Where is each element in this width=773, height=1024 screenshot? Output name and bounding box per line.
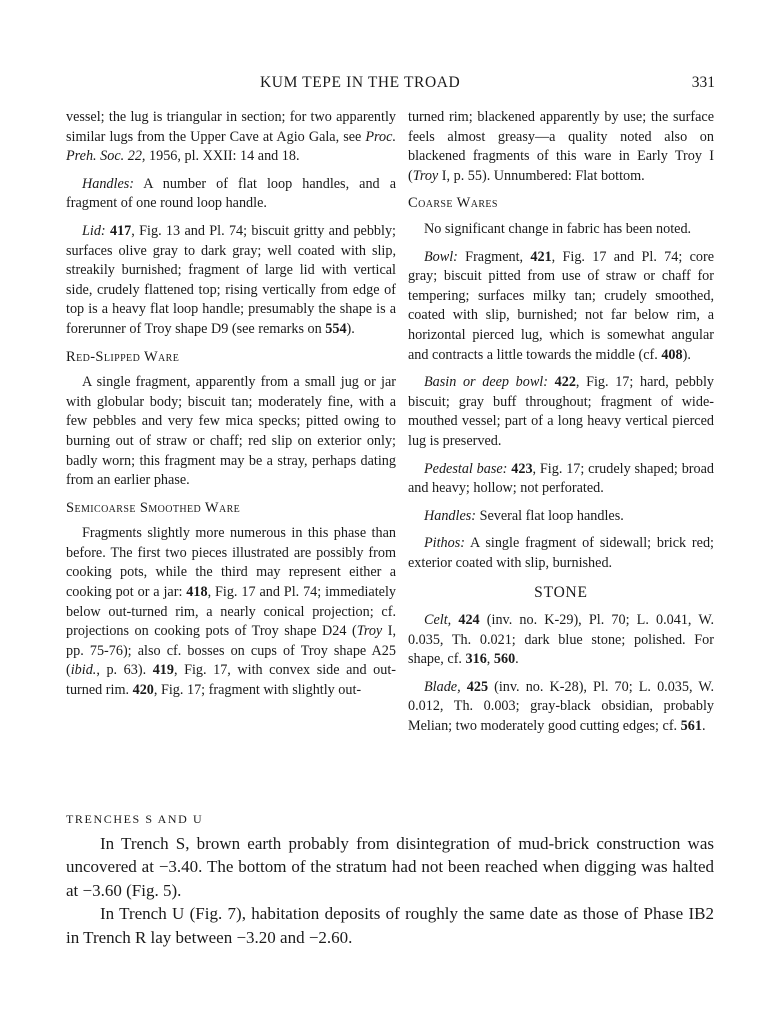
running-title: KUM TEPE IN THE TROAD <box>260 74 461 91</box>
section-heading-trenches: TRENCHES S AND U <box>66 812 204 826</box>
section-heading-semicoarse: Semicoarse Smoothed Ware <box>66 499 241 516</box>
section-heading-stone: STONE <box>534 584 588 602</box>
semicoarse-paragraph: Fragments slightly more numerous in this phase than before. The first two pieces illustrated are possibly from cooking pots, while the third may represent either a cooking pot or a jar: 418, Fig. 17 and Pl. 74; immediately below out-turned rim, a nearly conical projection; cf. projections on cooking pots of Troy shape D24 (Troy I, pp. 75-76); also cf. bosses on cups of Troy shape A25 (ibid., p. 63). 419, Fig. 17, with convex side and out-turned rim. 420, Fig. 17; fragment with slightly out- <box>66 525 397 699</box>
trench-s-paragraph: In Trench S, brown earth probably from disintegration of mud-brick construction was uncovered at −3.40. The bottom of the stratum had not been reached when digging was halted at −3.60 (Fig. 5). <box>66 834 714 900</box>
pedestal-paragraph: Pedestal base: 423, Fig. 17; crudely shaped; broad and heavy; hollow; not perforated. <box>408 460 714 497</box>
trenches-body <box>66 832 714 949</box>
section-heading-red-slipped: Red-Slipped Ware <box>66 348 180 365</box>
section-heading-coarse: Coarse Wares <box>408 195 498 212</box>
journal-ref: Proc. Preh. Soc. 22, <box>66 128 396 165</box>
pithos-paragraph: Pithos: A single fragment of sidewall; brick red; exterior coated with slip, burnished. <box>408 535 714 571</box>
basin-paragraph: Basin or deep bowl: 422, Fig. 17; hard, pebbly biscuit; gray buff throughout; fragment of wide-mouthed vessel; part of a long heavy vertical pierced lug is preserved. <box>408 374 715 449</box>
page-number: 331 <box>691 74 715 91</box>
bowl-paragraph: Bowl: Fragment, 421, Fig. 17 and Pl. 74; core gray; biscuit pitted from use of straw or chaff for tempering; surfaces milky tan; crudely smoothed, coated with slip, burnished; not far below rim, a horizontal pierced lug, which is somewhat angular and contracts a little towards the middle (cf. 408). <box>408 248 714 363</box>
trench-u-paragraph: In Trench U (Fig. 7), habitation deposits of roughly the same date as those of Phase IB2 in Trench R lay between −3.20 and −2.60. <box>66 904 714 947</box>
catalog-number: 417 <box>109 222 132 239</box>
right-column <box>408 108 714 745</box>
blade-paragraph: Blade, 425 (inv. no. K-28), Pl. 70; L. 0.035, W. 0.012, Th. 0.003; gray-black obsidian, probably Melian; two moderately good cutting edges; cf. 561. <box>408 678 715 735</box>
page-header <box>260 74 715 94</box>
lid-paragraph: Lid: 417, Fig. 13 and Pl. 74; biscuit gritty and pebbly; surfaces olive gray to dark gray; well coated with slip, streakily burnished; fragment of large lid with vertical side, crudely flattened top; rising vertically from edge of top is a heavy flat loop handle; presumably the shape is a forerunner of Troy shape D9 (see remarks on 554). <box>66 222 396 337</box>
handles-coarse-paragraph: Handles: Several flat loop handles. <box>424 507 624 524</box>
lug-paragraph: vessel; the lug is triangular in section; for two apparently similar lugs from the Upper Cave at Agio Gala, see Proc. Preh. Soc. 22, 1956, pl. XXII: 14 and 18. <box>66 109 396 165</box>
handles-paragraph: Handles: A number of flat loop handles, and a fragment of one round loop handle. <box>66 175 396 212</box>
continuation-paragraph: turned rim; blackened apparently by use; the surface feels almost greasy—a quality noted also on blackened fragments of this ware in Early Troy I (Troy I, p. 55). Unnumbered: Flat bottom. <box>408 109 714 184</box>
celt-paragraph: Celt, 424 (inv. no. K-29), Pl. 70; L. 0.041, W. 0.035, Th. 0.021; dark blue stone; polished. For shape, cf. 316, 560. <box>408 612 715 668</box>
left-column <box>66 108 396 709</box>
red-slipped-paragraph: A single fragment, apparently from a small jug or jar with globular body; biscuit tan; moderately fine, with a few pebbles and very few mica specks; pitted owing to burning out of straw or chaff; red slip on exterior only; badly worn; this fragment may be a stray, perhaps dating from an earlier phase. <box>66 374 396 489</box>
coarse-paragraph: No significant change in fabric has been noted. <box>424 220 692 237</box>
